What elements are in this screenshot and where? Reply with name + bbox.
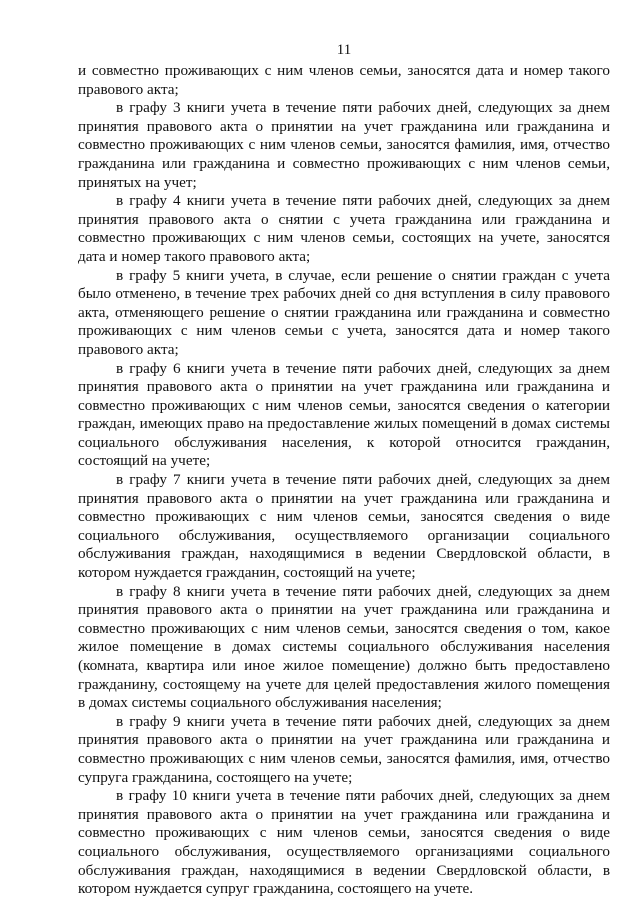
paragraph-column-8: в графу 8 книги учета в течение пяти рабочих дней, следующих за днем принятия правового акта о принятии на учет гражданина или гражданина и совместно проживающих с ним членов семьи, заносятся сведения о том, какое жилое помещение в домах системы социального обслуживания населения (комната, квартира или иное жилое помещение) должно быть предоставлено гражданину, состоящему на учете для целей предоставления жилого помещения в домах системы социального обслуживания населения; [78,582,610,712]
paragraph-column-9: в графу 9 книги учета в течение пяти рабочих дней, следующих за днем принятия правового акта о принятии на учет гражданина или гражданина и совместно проживающих с ним членов семьи, заносятся фамилия, имя, отчество супруга гражданина, состоящего на учете; [78,712,610,786]
paragraph-continuation: и совместно проживающих с ним членов семьи, заносятся дата и номер такого правового акта; [78,62,610,98]
paragraph-column-4: в графу 4 книги учета в течение пяти рабочих дней, следующих за днем принятия правового акта о снятии с учета гражданина или гражданина и совместно проживающих с ним членов семьи, состоящих на учете, заносятся дата и номер такого правового акта; [78,192,610,265]
paragraph-column-10: в графу 10 книги учета в течение пяти рабочих дней, следующих за днем принятия правового акта о принятии на учет гражданина или гражданина и совместно проживающих с ним членов семьи, заносятся сведения о виде социального обслуживания, осуществляемого организациями социального обслуживания граждан, находящимися в ведении Свердловской области, в котором нуждается супруг гражданина, состоящего на учете. [78,787,610,898]
paragraph-column-7: в графу 7 книги учета в течение пяти рабочих дней, следующих за днем принятия правового акта о принятии на учет гражданина или гражданина и совместно проживающих с ним членов семьи, заносятся сведения о виде социального обслуживания, осуществляемого организации социального обслуживания граждан, находящимися в ведении Свердловской области, в котором нуждается гражданин, состоящий на учете; [78,471,610,582]
paragraph-column-6: в графу 6 книги учета в течение пяти рабочих дней, следующих за днем принятия правового акта о принятии на учет гражданина или гражданина и совместно проживающих с ним членов семьи, заносятся сведения о категории граждан, имеющих право на предоставление жилых помещений в домах системы социального обслуживания населения, к которой относится гражданин, состоящий на учете; [78,359,610,470]
page-number: 11 [336,42,352,58]
paragraph-column-3: в графу 3 книги учета в течение пяти рабочих дней, следующих за днем принятия правового акта о принятии на учет гражданина или гражданина и совместно проживающих с ним членов семьи, заносятся фамилия, имя, отчество гражданина или гражданина и совместно проживающих с ним членов семьи, принятых на учет; [78,99,610,191]
body-text [78,62,610,899]
paragraph-column-5: в графу 5 книги учета, в случае, если решение о снятии граждан с учета было отменено, в течение трех рабочих дней со дня вступления в силу правового акта, отменяющего решение о снятии гражданина или гражданина и совместно проживающих с ним членов семьи с учета, заносятся дата и номер такого правового акта; [78,266,610,358]
